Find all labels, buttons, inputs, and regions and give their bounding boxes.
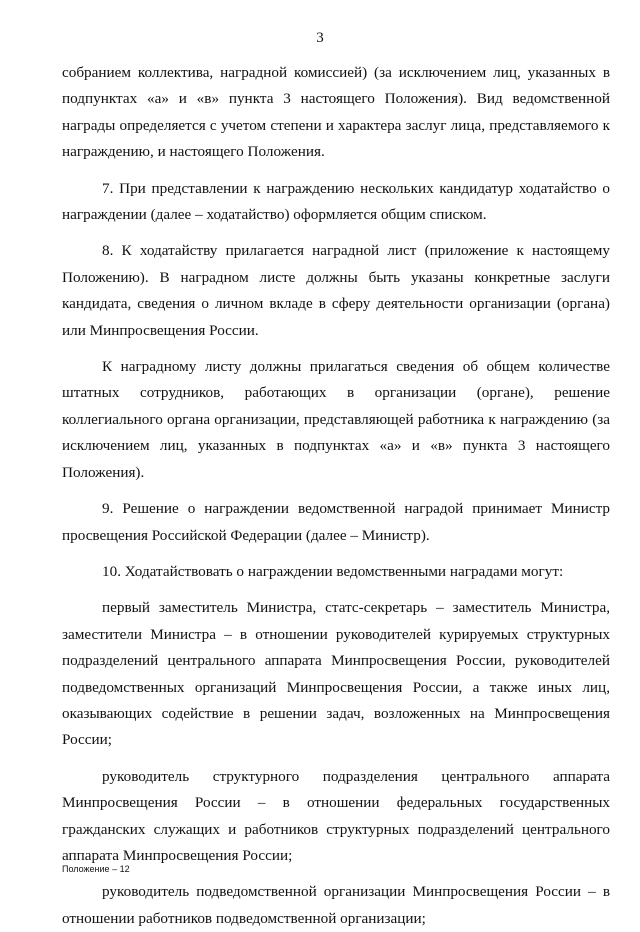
paragraph-item-9: 9. Решение о награждении ведомственной наградой принимает Министр просвещения Российской Федерации (далее – Министр). xyxy=(62,500,610,544)
paragraph-first-deputy: первый заместитель Министра, статс-секретарь – заместитель Министра, заместители Министра – в отношении руководителей курируемых структурных подразделений центрального аппарата Минпросвещения России, руководителей подведомственных организаций Минпросвещения России, а также иных лиц, оказывающих содействие в решении задач, возложенных на Минпросвещения России; xyxy=(62,599,610,749)
document-body xyxy=(62,60,610,932)
paragraph-item-10: 10. Ходатайствовать о награждении ведомственными наградами могут: xyxy=(102,562,564,580)
paragraph-department-head: руководитель структурного подразделения центрального аппарата Минпросвещения России – в отношении федеральных государственных гражданских служащих и работников структурных подразделений центрального аппарата Минпросвещения России; xyxy=(62,767,610,864)
paragraph-item-8: 8. К ходатайству прилагается наградной лист (приложение к настоящему Положению). В наградном листе должны быть указаны конкретные заслуги кандидата, сведения о личном вкладе в сферу деятельности организации (органа) или Минпросвещения России. xyxy=(62,242,610,339)
paragraph-continuation: собранием коллектива, наградной комиссией) (за исключением лиц, указанных в подпунктах «а» и «в» пункта 3 настоящего Положения). Вид ведомственной награды определяется с учетом степени и характера заслуг лица, представляемого к награждению, и настоящего Положения. xyxy=(62,64,610,161)
paragraph-item-7: 7. При представлении к награждению нескольких кандидатур ходатайство о награждении (далее – ходатайство) оформляется общим списком. xyxy=(62,179,610,224)
page-number: 3 xyxy=(316,30,324,46)
footer-note: Положение – 12 xyxy=(62,864,130,874)
paragraph-organization-head: руководитель подведомственной организации Минпросвещения России – в отношении работников подведомственной организации; xyxy=(62,883,610,927)
paragraph-attachments: К наградному листу должны прилагаться сведения об общем количестве штатных сотрудников, работающих в организации (органе), решение коллегиального органа организации, представляющей работника к награждению (за исключением лиц, указанных в подпунктах «а» и «в» пункта 3 настоящего Положения). xyxy=(62,358,610,481)
